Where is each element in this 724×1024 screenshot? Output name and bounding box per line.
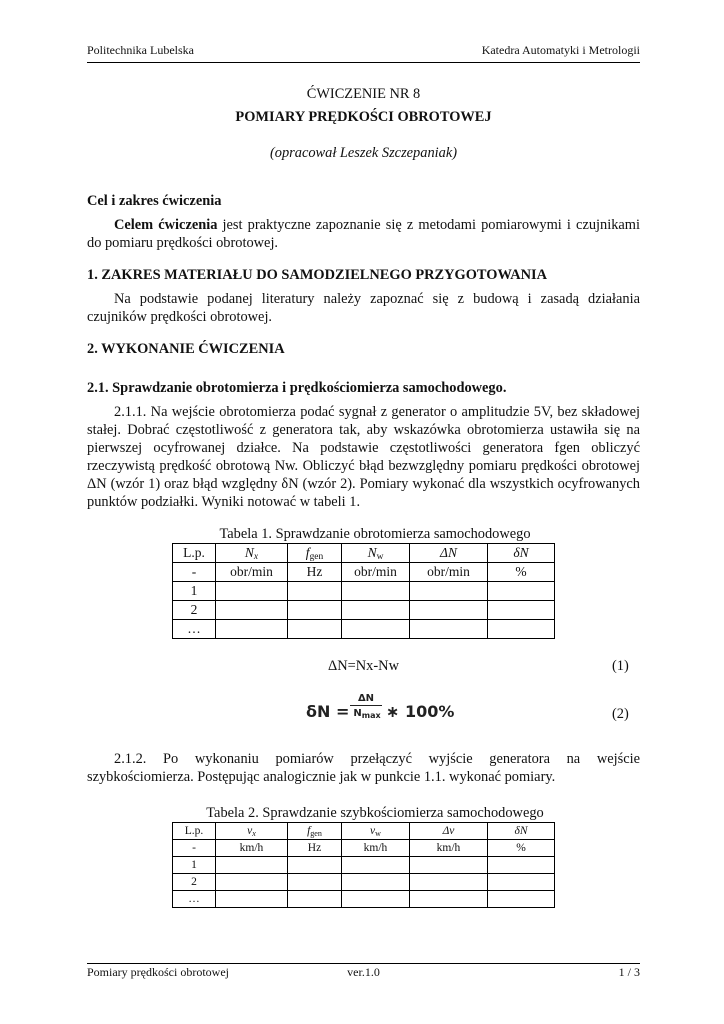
table-row: … bbox=[173, 620, 555, 639]
table2-unit-cell: Hz bbox=[288, 840, 342, 857]
section1-heading: 1. ZAKRES MATERIAŁU DO SAMODZIELNEGO PRZYGOTOWANIA bbox=[87, 267, 548, 283]
footer-title: Pomiary prędkości obrotowej bbox=[87, 965, 229, 979]
table-row: 1 bbox=[173, 857, 555, 874]
table1-header-cell: ΔN bbox=[410, 544, 488, 563]
table-row: … bbox=[173, 891, 555, 908]
footer-page-number: 1 / 3 bbox=[618, 965, 640, 979]
exercise-number: ĆWICZENIE NR 8 bbox=[306, 86, 421, 102]
table1-units-row bbox=[173, 563, 555, 582]
table2-unit-cell: km/h bbox=[216, 840, 288, 857]
table2-header-cell: Δv bbox=[410, 823, 488, 840]
table1-header-cell: $N_w$ bbox=[342, 544, 410, 563]
page-header bbox=[87, 43, 640, 61]
table1-unit-cell: Hz bbox=[288, 563, 342, 582]
goal-text: jest praktyczne zapoznanie się z metodami pomiarowymi i czujnikami do pomiaru prędkości obrotowej. bbox=[87, 217, 640, 251]
table-row: 1 bbox=[173, 582, 555, 601]
table2-unit-cell: km/h bbox=[342, 840, 410, 857]
table1-unit-cell: obr/min bbox=[342, 563, 410, 582]
table1-unit-cell: obr/min bbox=[410, 563, 488, 582]
author-line: (opracował Leszek Szczepaniak) bbox=[269, 145, 458, 161]
footer-rule bbox=[87, 963, 640, 964]
table1-caption: Tabela 1. Sprawdzanie obrotomierza samochodowego bbox=[219, 526, 531, 542]
table2-header-cell: L.p. bbox=[173, 823, 216, 840]
table2-header-row bbox=[173, 823, 555, 840]
section1-paragraph: Na podstawie podanej literatury należy zapoznać się z budową i zasadą działania czujników prędkości obrotowej. bbox=[87, 291, 640, 325]
table2-unit-cell: km/h bbox=[410, 840, 488, 857]
table-row: 2 bbox=[173, 874, 555, 891]
goal-heading: Cel i zakres ćwiczenia bbox=[87, 193, 222, 209]
section2-heading: 2. WYKONANIE ĆWICZENIA bbox=[87, 341, 285, 357]
table1-header-cell: $f_{gen}$ bbox=[288, 544, 342, 563]
table2-header-cell: $v_w$ bbox=[342, 823, 410, 840]
header-institution: Politechnika Lubelska bbox=[87, 43, 194, 57]
table2 bbox=[172, 822, 555, 908]
table1 bbox=[172, 543, 555, 639]
table2-caption: Tabela 2. Sprawdzanie szybkościomierza samochodowego bbox=[206, 805, 544, 821]
paragraph-2-1-1: 2.1.1. Na wejście obrotomierza podać sygnał z generator o amplitudzie 5V, bez składowej stałej. Dobrać częstotliwość z generatora tak, aby wskazówka obrotomierza ustawiła się na pierwszej ocyfrowanej działce. Na podstawie częstotliwości generatora fgen obliczyć rzeczywistą prędkość obrotową Nw. Obliczyć błąd bezwzględny pomiaru prędkości obrotowej ΔN (wzór 1) oraz błąd względny δN (wzór 2). Pomiary wykonać dla wszystkich ocyfrowanych punktów podziałki. Wyniki notować w tabeli 1. bbox=[87, 404, 640, 510]
header-rule bbox=[87, 62, 640, 63]
equation-2-denominator: $N_{max}$ bbox=[353, 708, 381, 720]
table1-header-cell: δN bbox=[488, 544, 555, 563]
table1-unit-cell: % bbox=[488, 563, 555, 582]
document-title: POMIARY PRĘDKOŚCI OBROTOWEJ bbox=[235, 109, 492, 125]
table1-header-row bbox=[173, 544, 555, 563]
goal-paragraph bbox=[87, 216, 640, 252]
paragraph-2-1-2: 2.1.2. Po wykonaniu pomiarów przełączyć wyjście generatora na wejście szybkościomierza. Postępując analogicznie jak w punkcie 1.1. wykonać pomiary. bbox=[87, 751, 640, 785]
table-row: 2 bbox=[173, 601, 555, 620]
footer-version: ver.1.0 bbox=[347, 965, 380, 979]
equation-1-number: (1) bbox=[612, 658, 629, 674]
table1-unit-cell: obr/min bbox=[216, 563, 288, 582]
header-department: Katedra Automatyki i Metrologii bbox=[481, 43, 640, 57]
equation-2-number: (2) bbox=[612, 706, 629, 722]
equation-1: ΔN=Nx-Nw bbox=[328, 658, 399, 674]
subsection-heading: 2.1. Sprawdzanie obrotomierza i prędkościomierza samochodowego. bbox=[87, 380, 507, 396]
table1-header-cell: $N_x$ bbox=[216, 544, 288, 563]
table1-unit-cell: - bbox=[173, 563, 216, 582]
table2-header-cell: $v_x$ bbox=[216, 823, 288, 840]
table2-header-cell: $f_{gen}$ bbox=[288, 823, 342, 840]
table2-unit-cell: - bbox=[173, 840, 216, 857]
table1-header-cell: L.p. bbox=[173, 544, 216, 563]
table2-unit-cell: % bbox=[488, 840, 555, 857]
table2-header-cell: δN bbox=[488, 823, 555, 840]
page-footer bbox=[87, 965, 640, 981]
goal-lead: Celem ćwiczenia bbox=[114, 217, 218, 233]
table2-units-row bbox=[173, 840, 555, 857]
